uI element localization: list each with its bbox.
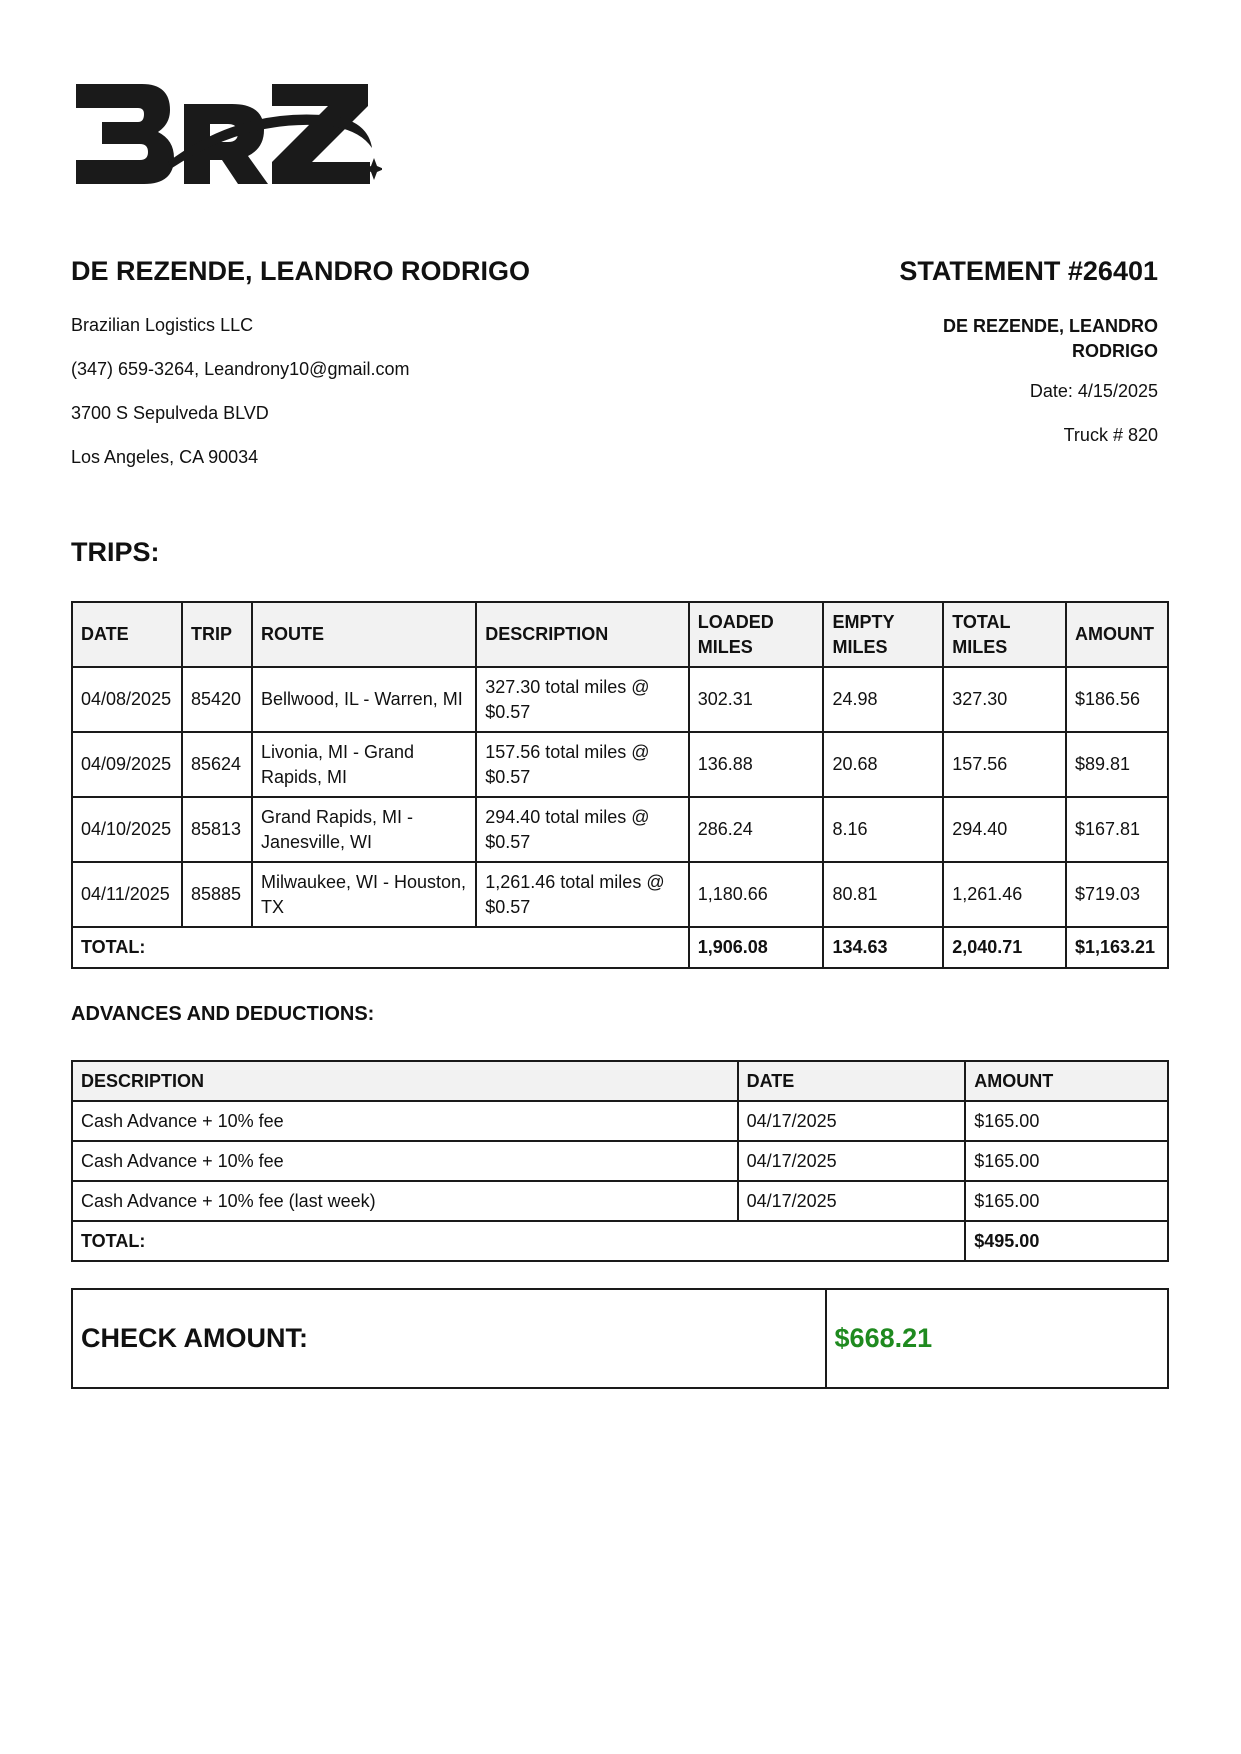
- advances-total-row: [72, 1221, 1168, 1261]
- trips-total-label: TOTAL:: [72, 927, 689, 968]
- trip-total-miles: 294.40: [943, 797, 1066, 862]
- trip-empty-miles: 80.81: [823, 862, 943, 927]
- col-header-amount: AMOUNT: [1066, 602, 1168, 667]
- trip-date: 04/09/2025: [72, 732, 182, 797]
- trip-date: 04/11/2025: [72, 862, 182, 927]
- address-line-2: Los Angeles, CA 90034: [71, 447, 259, 467]
- trip-number: 85885: [182, 862, 252, 927]
- col-header-loaded-miles: [689, 602, 824, 667]
- trip-total-miles: 157.56: [943, 732, 1066, 797]
- col-header-description: DESCRIPTION: [72, 1061, 738, 1101]
- trip-number: 85420: [182, 667, 252, 732]
- col-header-empty-miles: [823, 602, 943, 667]
- header-text: EMPTY: [832, 611, 895, 632]
- trip-loaded-miles: 1,180.66: [689, 862, 824, 927]
- col-header-description: DESCRIPTION: [476, 602, 689, 667]
- total-empty-miles: 134.63: [823, 927, 943, 968]
- trip-route: Bellwood, IL - Warren, MI: [252, 667, 476, 732]
- header-text: MILES: [832, 636, 888, 657]
- advances-header-row: [72, 1061, 1168, 1101]
- trip-description: 1,261.46 total miles @ $0.57: [476, 862, 689, 927]
- trip-amount: $167.81: [1066, 797, 1168, 862]
- truck-number: Truck # 820: [1063, 425, 1158, 445]
- address-line-1: 3700 S Sepulveda BLVD: [71, 403, 269, 423]
- advance-date: 04/17/2025: [738, 1101, 966, 1141]
- driver-name: DE REZENDE, LEANDRO RODRIGO: [71, 256, 531, 286]
- recipient-line-2: RODRIGO: [1071, 341, 1158, 361]
- company-name: Brazilian Logistics LLC: [71, 315, 254, 335]
- advance-description: Cash Advance + 10% fee: [72, 1141, 738, 1181]
- trip-number: 85624: [182, 732, 252, 797]
- col-header-date: DATE: [738, 1061, 966, 1101]
- trip-date: 04/10/2025: [72, 797, 182, 862]
- advance-description: Cash Advance + 10% fee (last week): [72, 1181, 738, 1221]
- advance-description: Cash Advance + 10% fee: [72, 1101, 738, 1141]
- contact-info: (347) 659-3264, Leandrony10@gmail.com: [71, 359, 410, 379]
- trip-loaded-miles: 302.31: [689, 667, 824, 732]
- trips-table: [71, 601, 1169, 969]
- trip-route: Livonia, MI - Grand Rapids, MI: [252, 732, 476, 797]
- header-text: MILES: [952, 636, 1008, 657]
- statement-info: [858, 314, 1158, 468]
- table-row: [72, 1101, 1168, 1141]
- advances-heading: ADVANCES AND DEDUCTIONS:: [71, 1003, 375, 1025]
- trip-empty-miles: 20.68: [823, 732, 943, 797]
- trip-amount: $89.81: [1066, 732, 1168, 797]
- brz-logo-icon: [72, 76, 382, 192]
- trip-description: 157.56 total miles @ $0.57: [476, 732, 689, 797]
- col-header-route: ROUTE: [252, 602, 476, 667]
- trip-loaded-miles: 286.24: [689, 797, 824, 862]
- table-row: [72, 1141, 1168, 1181]
- check-amount-label: CHECK AMOUNT:: [72, 1289, 826, 1388]
- trip-empty-miles: 8.16: [823, 797, 943, 862]
- table-row: [72, 667, 1168, 732]
- trips-header-row: [72, 602, 1168, 667]
- trip-empty-miles: 24.98: [823, 667, 943, 732]
- trip-description: 294.40 total miles @ $0.57: [476, 797, 689, 862]
- advances-total-label: TOTAL:: [72, 1221, 965, 1261]
- header-text: MILES: [697, 636, 753, 657]
- check-amount-box: [71, 1288, 1169, 1389]
- table-row: [72, 732, 1168, 797]
- header-text: LOADED: [697, 611, 774, 632]
- trip-total-miles: 327.30: [943, 667, 1066, 732]
- trip-amount: $719.03: [1066, 862, 1168, 927]
- trip-number: 85813: [182, 797, 252, 862]
- check-row: [72, 1289, 1168, 1388]
- trips-total-row: [72, 927, 1168, 968]
- col-header-total-miles: [943, 602, 1066, 667]
- trips-heading: TRIPS:: [71, 537, 160, 567]
- col-header-amount: AMOUNT: [965, 1061, 1168, 1101]
- statement-date: Date: 4/15/2025: [1029, 381, 1158, 401]
- statement-recipient: [858, 314, 1158, 364]
- advance-date: 04/17/2025: [738, 1141, 966, 1181]
- advance-date: 04/17/2025: [738, 1181, 966, 1221]
- trip-total-miles: 1,261.46: [943, 862, 1066, 927]
- recipient-line-1: DE REZENDE, LEANDRO: [942, 316, 1158, 336]
- trip-date: 04/08/2025: [72, 667, 182, 732]
- brz-logo: [72, 76, 382, 192]
- total-total-miles: 2,040.71: [943, 927, 1066, 968]
- driver-info: [71, 314, 409, 490]
- advances-table: [71, 1060, 1169, 1262]
- check-amount-value: $668.21: [826, 1289, 1168, 1388]
- trip-route: Grand Rapids, MI - Janesville, WI: [252, 797, 476, 862]
- table-row: [72, 797, 1168, 862]
- trip-route: Milwaukee, WI - Houston, TX: [252, 862, 476, 927]
- col-header-date: DATE: [72, 602, 182, 667]
- advance-amount: $165.00: [965, 1101, 1168, 1141]
- col-header-trip: TRIP: [182, 602, 252, 667]
- total-amount: $1,163.21: [1066, 927, 1168, 968]
- trip-description: 327.30 total miles @ $0.57: [476, 667, 689, 732]
- statement-title: STATEMENT #26401: [899, 256, 1158, 286]
- total-loaded-miles: 1,906.08: [689, 927, 824, 968]
- trip-loaded-miles: 136.88: [689, 732, 824, 797]
- table-row: [72, 1181, 1168, 1221]
- advances-total-amount: $495.00: [965, 1221, 1168, 1261]
- advance-amount: $165.00: [965, 1181, 1168, 1221]
- advance-amount: $165.00: [965, 1141, 1168, 1181]
- header-text: TOTAL: [952, 611, 1011, 632]
- table-row: [72, 862, 1168, 927]
- trip-amount: $186.56: [1066, 667, 1168, 732]
